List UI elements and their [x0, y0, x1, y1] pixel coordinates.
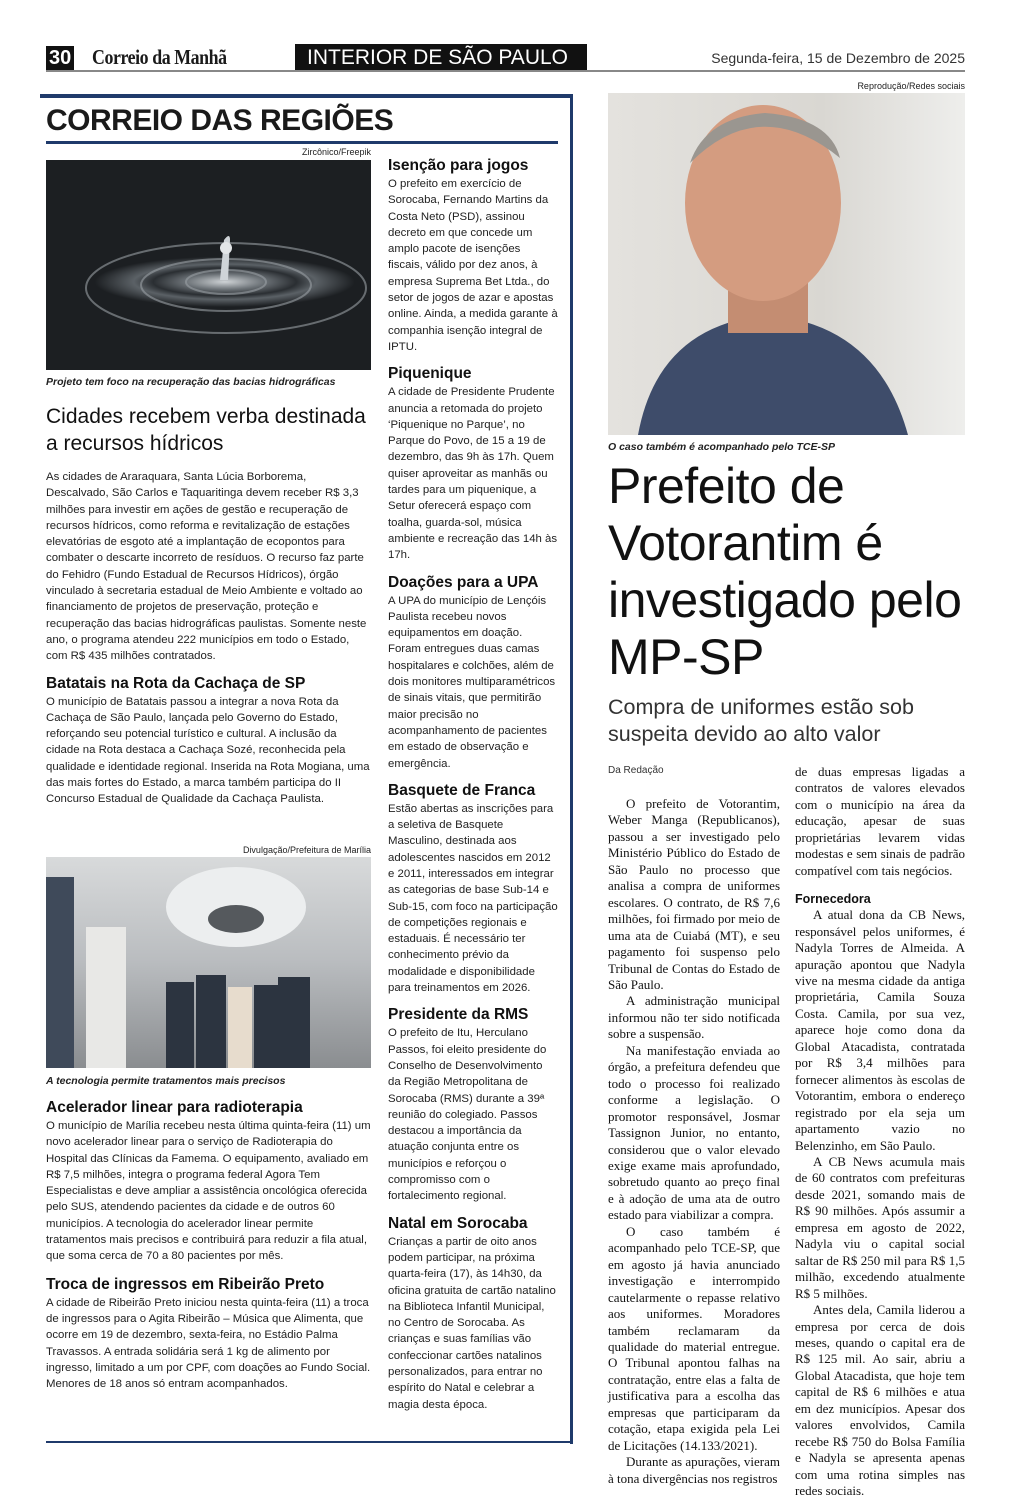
hospital-group-photo [46, 857, 371, 1068]
photo-caption: Projeto tem foco na recuperação das bacias hidrográficas [46, 376, 336, 388]
brief-body: Estão abertas as inscrições para a seletiva de Basquete Masculino, destinada aos adolescentes nascidos em 2012 e 2011, interessados em integrar as categorias de base Sub-14 e Sub-15, com foco na participação de competições regionais e estaduais. É necessário ter conhecimento prévio da modalidade e disponibilidade para treinamentos em 2026. [388, 802, 558, 995]
article-column-2 [795, 764, 965, 1499]
paragraph: A administração municipal informou não ter sido notificada sobre a suspensão. [608, 993, 780, 1042]
article-body: O município de Marília recebeu nesta última quinta-feira (11) um novo acelerador linear para o serviço de Radioterapia do Hospital das Clínicas da Famema. O equipamento, avaliado em R$ 7,5 milhões, integra o programa federal Agora Tem Especialistas e deve ampliar a assistência oncológica oferecida pelo SUS, atendendo pacientes da cidade e de outros 60 municípios. A tecnologia do acelerador linear permite tratamentos mais precisos e contribuirá para reduzir a fila atual, que soma cerca de 70 a 80 pacientes por mês. [46, 1120, 371, 1263]
article-title: Batatais na Rota da Cachaça de SP [46, 674, 306, 692]
subheadline: Compra de uniformes estão sob suspeita devido ao alto valor [608, 695, 914, 746]
title-underline [46, 141, 558, 144]
photo-credit: Zircônico/Freepik [301, 147, 371, 157]
article-subtitle: Fornecedora [795, 892, 871, 907]
brief-title: Piquenique [388, 365, 472, 383]
article-column-1 [608, 796, 780, 1487]
brief-item [388, 156, 558, 355]
regions-title: CORREIO DAS REGIÕES [46, 104, 394, 137]
paragraph: O caso também é acompanhado pelo TCE-SP, que em agosto já havia anunciado investigação e interrompido cautelarmente o repasse relativo aos uniformes. Moradores também reclamaram da qualidade do material entregue. O Tribunal apontou falhas na contratação, entre elas a falta de justificativa para a escolha das empresas que participaram da cotação, etapa exigida pela Lei de Licitações (14.133/2021). [608, 1223, 780, 1453]
header-divider [46, 70, 965, 72]
brief-item [388, 1214, 558, 1413]
mayor-portrait-photo [608, 93, 965, 435]
briefs-column [388, 156, 558, 1422]
brief-item [388, 781, 558, 997]
brief-title: Isenção para jogos [388, 157, 529, 174]
paragraph: de duas empresas ligadas a contratos de valores elevados com o município na área da educação, apesar de suas proprietárias levarem vidas modestas e sem sinais de padrão compatível com tais negócios. [795, 764, 965, 878]
paragraph: O prefeito de Votorantim, Weber Manga (Republicanos), passou a ser investigado pelo Ministério Público do Estado de São Paulo no processo que analisa a compra de uniformes escolares. O contrato, de R$ 7,6 milhões, foi firmado por meio de uma ata de Cuiabá (MT), e seu pagamento foi suspenso pelo Tribunal de Contas do Estado de São Paulo. [608, 796, 780, 992]
article-body: O município de Batatais passou a integrar a nova Rota da Cachaça de São Paulo, lançada pelo Governo do Estado, reforçando seu potencial turístico e cultural. A inclusão da cidade na Rota destaca a Cachaça Sozé, reconhecida pela qualidade e identidade regional. Inserida na Rota Mogiana, uma das mais fortes do Estado, a marca também participa do II Concurso Estadual de Qualidade da Cachaça Paulista. [46, 695, 370, 806]
water-drop-photo [46, 160, 371, 370]
paragraph: A atual dona da CB News, responsável pelos uniformes, é Nadyla Torres de Almeida. A apuração apontou que Nadyla vive na mesma cidade da antiga proprietária, Camila Souza Costa. Camila, por sua vez, aparece hoje como dona da Global Atacadista, contratada por R$ 3,4 milhões para fornecer alimentos às escolas de Votorantim, embora o endereço registrado por ela seja um apartamento vazio no Belenzinho, em São Paulo. [795, 907, 965, 1153]
photo-caption: O caso também é acompanhado pelo TCE-SP [608, 441, 835, 453]
paragraph: Durante as apurações, vieram à tona divergências nos registros [608, 1454, 780, 1486]
newspaper-logo: Correio da Manhã [92, 45, 227, 69]
headline: Prefeito de Votorantim é investigado pelo MP-SP [608, 458, 962, 685]
article-title: Troca de ingressos em Ribeirão Preto [46, 1275, 325, 1293]
brief-title: Basquete de Franca [388, 781, 536, 799]
article-title: Acelerador linear para radioterapia [46, 1099, 303, 1116]
section-title: INTERIOR DE SÃO PAULO [295, 44, 587, 71]
article-body: As cidades de Araraquara, Santa Lúcia Borborema, Descalvado, São Carlos e Taquaritinga devem receber R$ 3,3 milhões para investir em ações de gestão e recuperação de recursos hídricos, como reforma e revitalização de estações elevatórias de esgoto até a implantação de ecopontos para combater o descarte incorreto de resíduos. O recurso faz parte do Fehidro (Fundo Estadual de Recursos Hídricos), órgão vinculado à secretaria estadual de Meio Ambiente e voltado ao financiamento de projetos de preservação, proteção e recuperação das bacias hidrográficas paulistas. Somente neste ano, o programa atendeu 222 municípios em todo o Estado, com R$ 435 milhões contratados. [46, 471, 367, 663]
brief-body: A cidade de Presidente Prudente anuncia a retomada do projeto ‘Piquenique no Parque’, no Parque do Povo, de 15 a 19 de dezembro, das 9h às 17h. Quem quiser aproveitar as manhãs ou tardes para um piquenique, a Setur oferecerá espaço com toalha, guarda-sol, música ambiente e recreação das 14h às 17h. [388, 386, 558, 562]
issue-date: Segunda-feira, 15 de Dezembro de 2025 [711, 50, 965, 66]
paragraph: A CB News acumula mais de 60 contratos com prefeituras desde 2021, somando mais de R$ 90 milhões. Após assumir a empresa em agosto de 2022, Nadyla viu o capital social saltar de R$ 250 mil para R$ 1,5 milhão, excedendo atualmente R$ 5 milhões. [795, 1153, 965, 1301]
regions-box-bottom [46, 1441, 570, 1443]
photo-credit: Divulgação/Prefeitura de Marília [242, 845, 371, 855]
brief-item [388, 1005, 558, 1204]
photo-credit: Reprodução/Redes sociais [857, 81, 965, 91]
brief-item [388, 364, 558, 563]
brief-title: Doações para a UPA [388, 573, 539, 591]
article-title: Cidades recebem verba destinada a recursos hídricos [46, 405, 366, 455]
brief-title: Presidente da RMS [388, 1006, 529, 1024]
brief-item [388, 573, 558, 772]
paragraph: Antes dela, Camila liderou a empresa por cerca de dois meses, quando o capital era de R$ 125 mil. Ao sair, abriu a Global Atacadista, que hoje tem capital de R$ 6 milhões e atua em dez municípios. Apesar dos valores envolvidos, Camila recebe R$ 750 do Bolsa Família e Nadyla se apresenta apenas com uma rotina simples nas redes sociais. [795, 1302, 965, 1499]
brief-title: Natal em Sorocaba [388, 1214, 528, 1232]
brief-body: Crianças a partir de oito anos podem participar, na próxima quarta-feira (17), às 14h30, da oficina gratuita de cartão natalino na Biblioteca Infantil Municipal, no Centro de Sorocaba. As crianças e suas famílias vão confeccionar cartões natalinos personalizados, para entrar no espírito do Natal e celebrar a magia desta época. [388, 1235, 556, 1411]
brief-body: O prefeito em exercício de Sorocaba, Fernando Martins da Costa Neto (PSD), assinou decreto em que concede um amplo pacote de isenções fiscais, válido por dez anos, à empresa Suprema Bet Ltda., do setor de jogos de azar e apostas online. Ainda, a medida garante à companhia isenção integral de IPTU. [388, 178, 558, 353]
article-body: A cidade de Ribeirão Preto iniciou nesta quinta-feira (11) a troca de ingressos para o Agita Ribeirão – Música que Alimenta, que ocorre em 19 de dezembro, sexta-feira, no Estádio Palma Travassos. A entrada solidária será 1 kg de alimento por ingresso, limitado a um por CPF, com doações ao Fundo Social. Menores de 18 anos só entram acompanhados. [46, 1296, 371, 1391]
byline: Da Redação [608, 765, 664, 776]
page-number: 30 [46, 46, 74, 70]
brief-body: A UPA do município de Lençóis Paulista recebeu novos equipamentos em doação. Foram entregues duas camas hospitalares e colchões, além de dois monitores multiparamétricos de sinais vitais, que permitirão maior precisão no acompanhamento de pacientes em estado de observação e emergência. [388, 594, 556, 770]
brief-body: O prefeito de Itu, Herculano Passos, foi eleito presidente do Conselho de Desenvolvimento da Região Metropolitana de Sorocaba (RMS) durante a 39ª reunião do colegiado. Passos destacou a importância da atuação conjunta entre os municípios e reforçou o compromisso com o fortalecimento regional. [388, 1027, 547, 1203]
paragraph: Na manifestação enviada ao órgão, a prefeitura defendeu que todo o processo foi realizado conforme a legislação. O promotor responsável, Josmar Tassignon Junior, no entanto, considerou que o valor elevado exige exame mais aprofundado, sobretudo quanto ao preço final e à adoção de uma ata de outro estado para viabilizar a compra. [608, 1042, 780, 1223]
photo-caption: A tecnologia permite tratamentos mais precisos [46, 1075, 286, 1087]
